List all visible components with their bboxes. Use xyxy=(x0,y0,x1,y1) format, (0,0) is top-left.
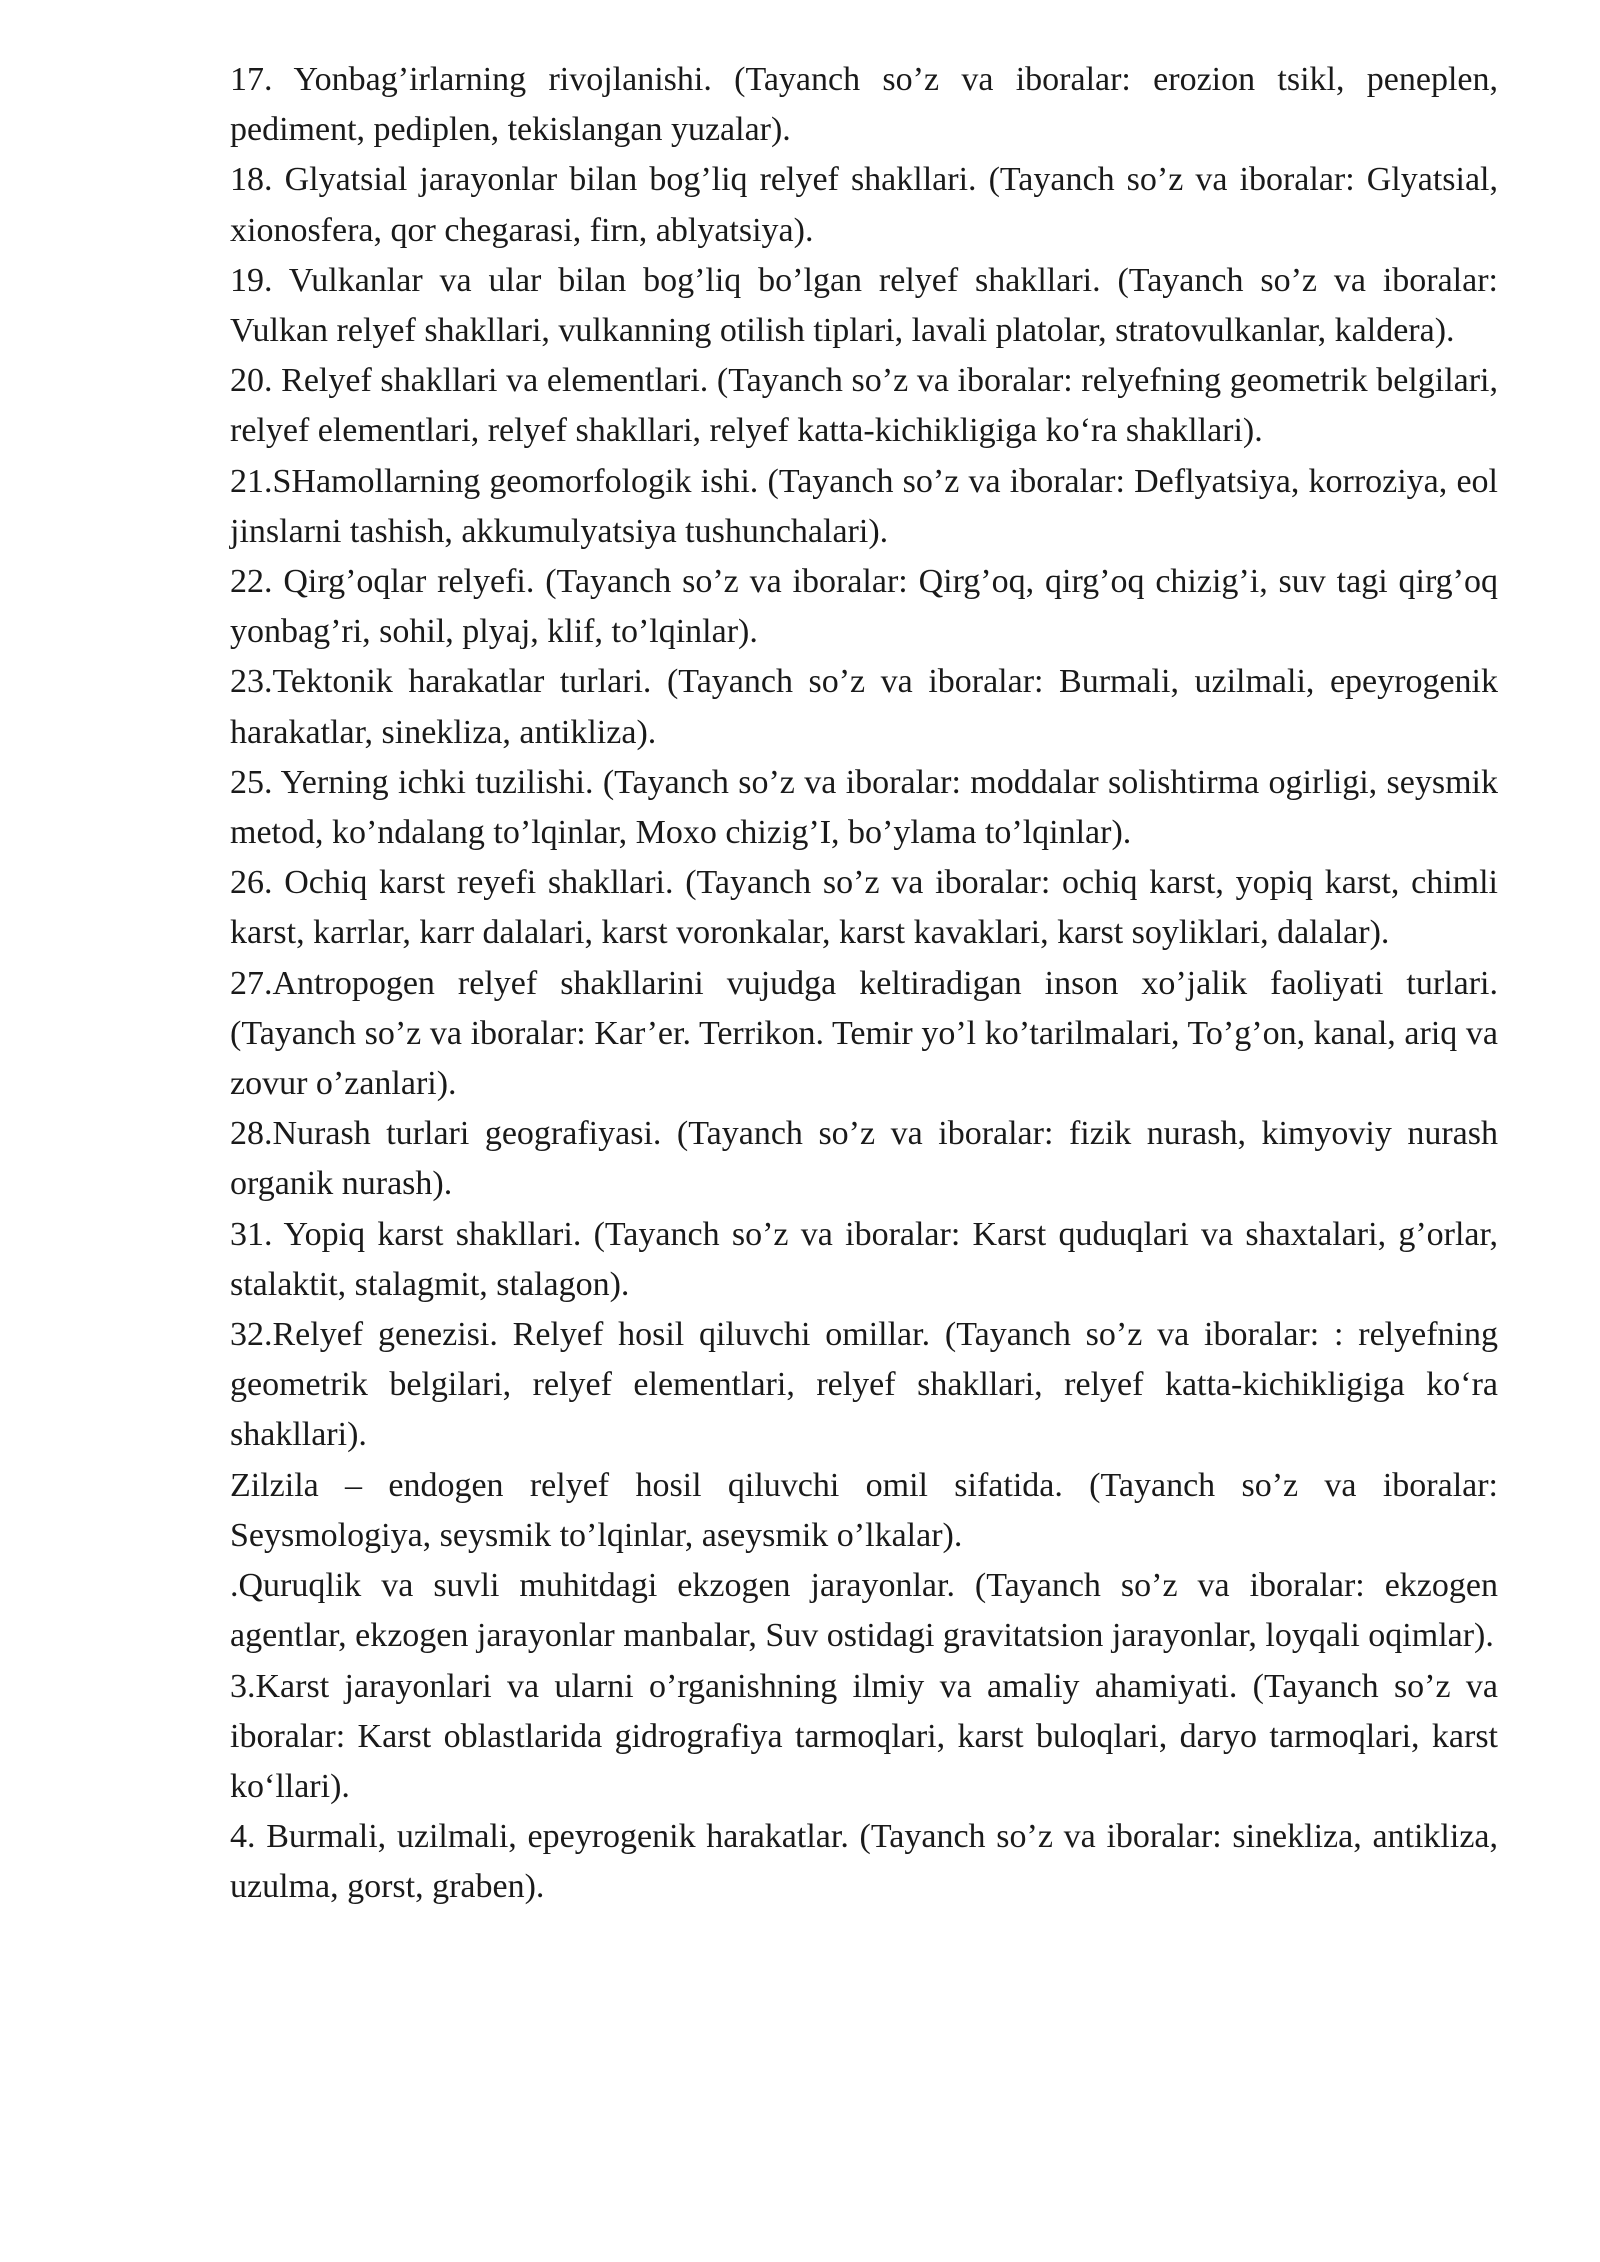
topic-item: 21.SHamollarning geomorfologik ishi. (Tayanch so’z va iboralar: Deflyatsiya, korroziya, eol jinslarni tashish, akkumulyatsiya tushunchalari). xyxy=(230,462,1498,550)
topic-item: 23.Tektonik harakatlar turlari. (Tayanch so’z va iboralar: Burmali, uzilmali, epeyrogenik harakatlar, sinekliza, antikliza). xyxy=(230,663,1498,751)
topic-item: .Quruqlik va suvli muhitdagi ekzogen jarayonlar. (Tayanch so’z va iboralar: ekzogen agentlar, ekzogen jarayonlar manbalar, Suv ostidagi gravitatsion jarayonlar, loyqali oqimlar). xyxy=(230,1567,1498,1655)
topic-item: 32.Relyef genezisi. Relyef hosil qiluvchi omillar. (Tayanch so’z va iboralar: : relyefning geometrik belgilari, relyef elementlari, relyef shakllari, relyef katta-kichikligiga ko‘ra shakllari). xyxy=(230,1316,1498,1454)
topic-item: 17. Yonbag’irlarning rivojlanishi. (Tayanch so’z va iboralar: erozion tsikl, peneplen, pediment, pediplen, tekislangan yuzalar). xyxy=(230,61,1498,149)
topic-item: 27.Antropogen relyef shakllarini vujudga keltiradigan inson xo’jalik faoliyati turlari. (Tayanch so’z va iboralar: Kar’er. Terrikon. Temir yo’l ko’tarilmalari, To’g’on, kanal, ariq va zovur o’zanlari). xyxy=(230,964,1498,1103)
topic-item: 28.Nurash turlari geografiyasi. (Tayanch so’z va iboralar: fizik nurash, kimyoviy nurash organik nurash). xyxy=(230,1115,1498,1203)
topic-item: 31. Yopiq karst shakllari. (Tayanch so’z va iboralar: Karst quduqlari va shaxtalari, g’orlar, stalaktit, stalagmit, stalagon). xyxy=(230,1215,1498,1303)
topic-item: 19. Vulkanlar va ular bilan bog’liq bo’lgan relyef shakllari. (Tayanch so’z va iboralar: Vulkan relyef shakllari, vulkanning otilish tiplari, lavali platolar, stratovulkanlar, kaldera). xyxy=(230,261,1498,350)
topic-item: Zilzila – endogen relyef hosil qiluvchi omil sifatida. (Tayanch so’z va iboralar: Seysmologiya, seysmik to’lqinlar, aseysmik o’lkalar). xyxy=(230,1466,1498,1554)
topic-item: 18. Glyatsial jarayonlar bilan bog’liq relyef shakllari. (Tayanch so’z va iboralar: Glyatsial, xionosfera, qor chegarasi, firn, ablyatsiya). xyxy=(230,161,1498,249)
topic-item: 4. Burmali, uzilmali, epeyrogenik harakatlar. (Tayanch so’z va iboralar: sinekliza, antikliza, uzulma, gorst, graben). xyxy=(230,1818,1498,1906)
topic-item: 22. Qirg’oqlar relyefi. (Tayanch so’z va iboralar: Qirg’oq, qirg’oq chizig’i, suv tagi qirg’oq yonbag’ri, sohil, plyaj, klif, to’lqinlar). xyxy=(230,563,1498,651)
topic-item: 26. Ochiq karst reyefi shakllari. (Tayanch so’z va iboralar: ochiq karst, yopiq karst, chimli karst, karrlar, karr dalalari, karst voronkalar, karst kavaklari, karst soyliklari, dalalar). xyxy=(230,864,1498,952)
topic-item: 25. Yerning ichki tuzilishi. (Tayanch so’z va iboralar: moddalar solishtirma ogirligi, seysmik metod, ko’ndalang to’lqinlar, Moxo chizig’I, bo’ylama to’lqinlar). xyxy=(230,763,1498,852)
topic-item: 20. Relyef shakllari va elementlari. (Tayanch so’z va iboralar: relyefning geometrik belgilari, relyef elementlari, relyef shakllari, relyef katta-kichikligiga ko‘ra shakllari). xyxy=(230,362,1498,450)
topic-item: 3.Karst jarayonlari va ularni o’rganishning ilmiy va amaliy ahamiyati. (Tayanch so’z va iboralar: Karst oblastlarida gidrografiya tarmoqlari, karst buloqlari, daryo tarmoqlari, karst ko‘llari). xyxy=(230,1667,1498,1805)
topic-list xyxy=(230,55,1498,1913)
